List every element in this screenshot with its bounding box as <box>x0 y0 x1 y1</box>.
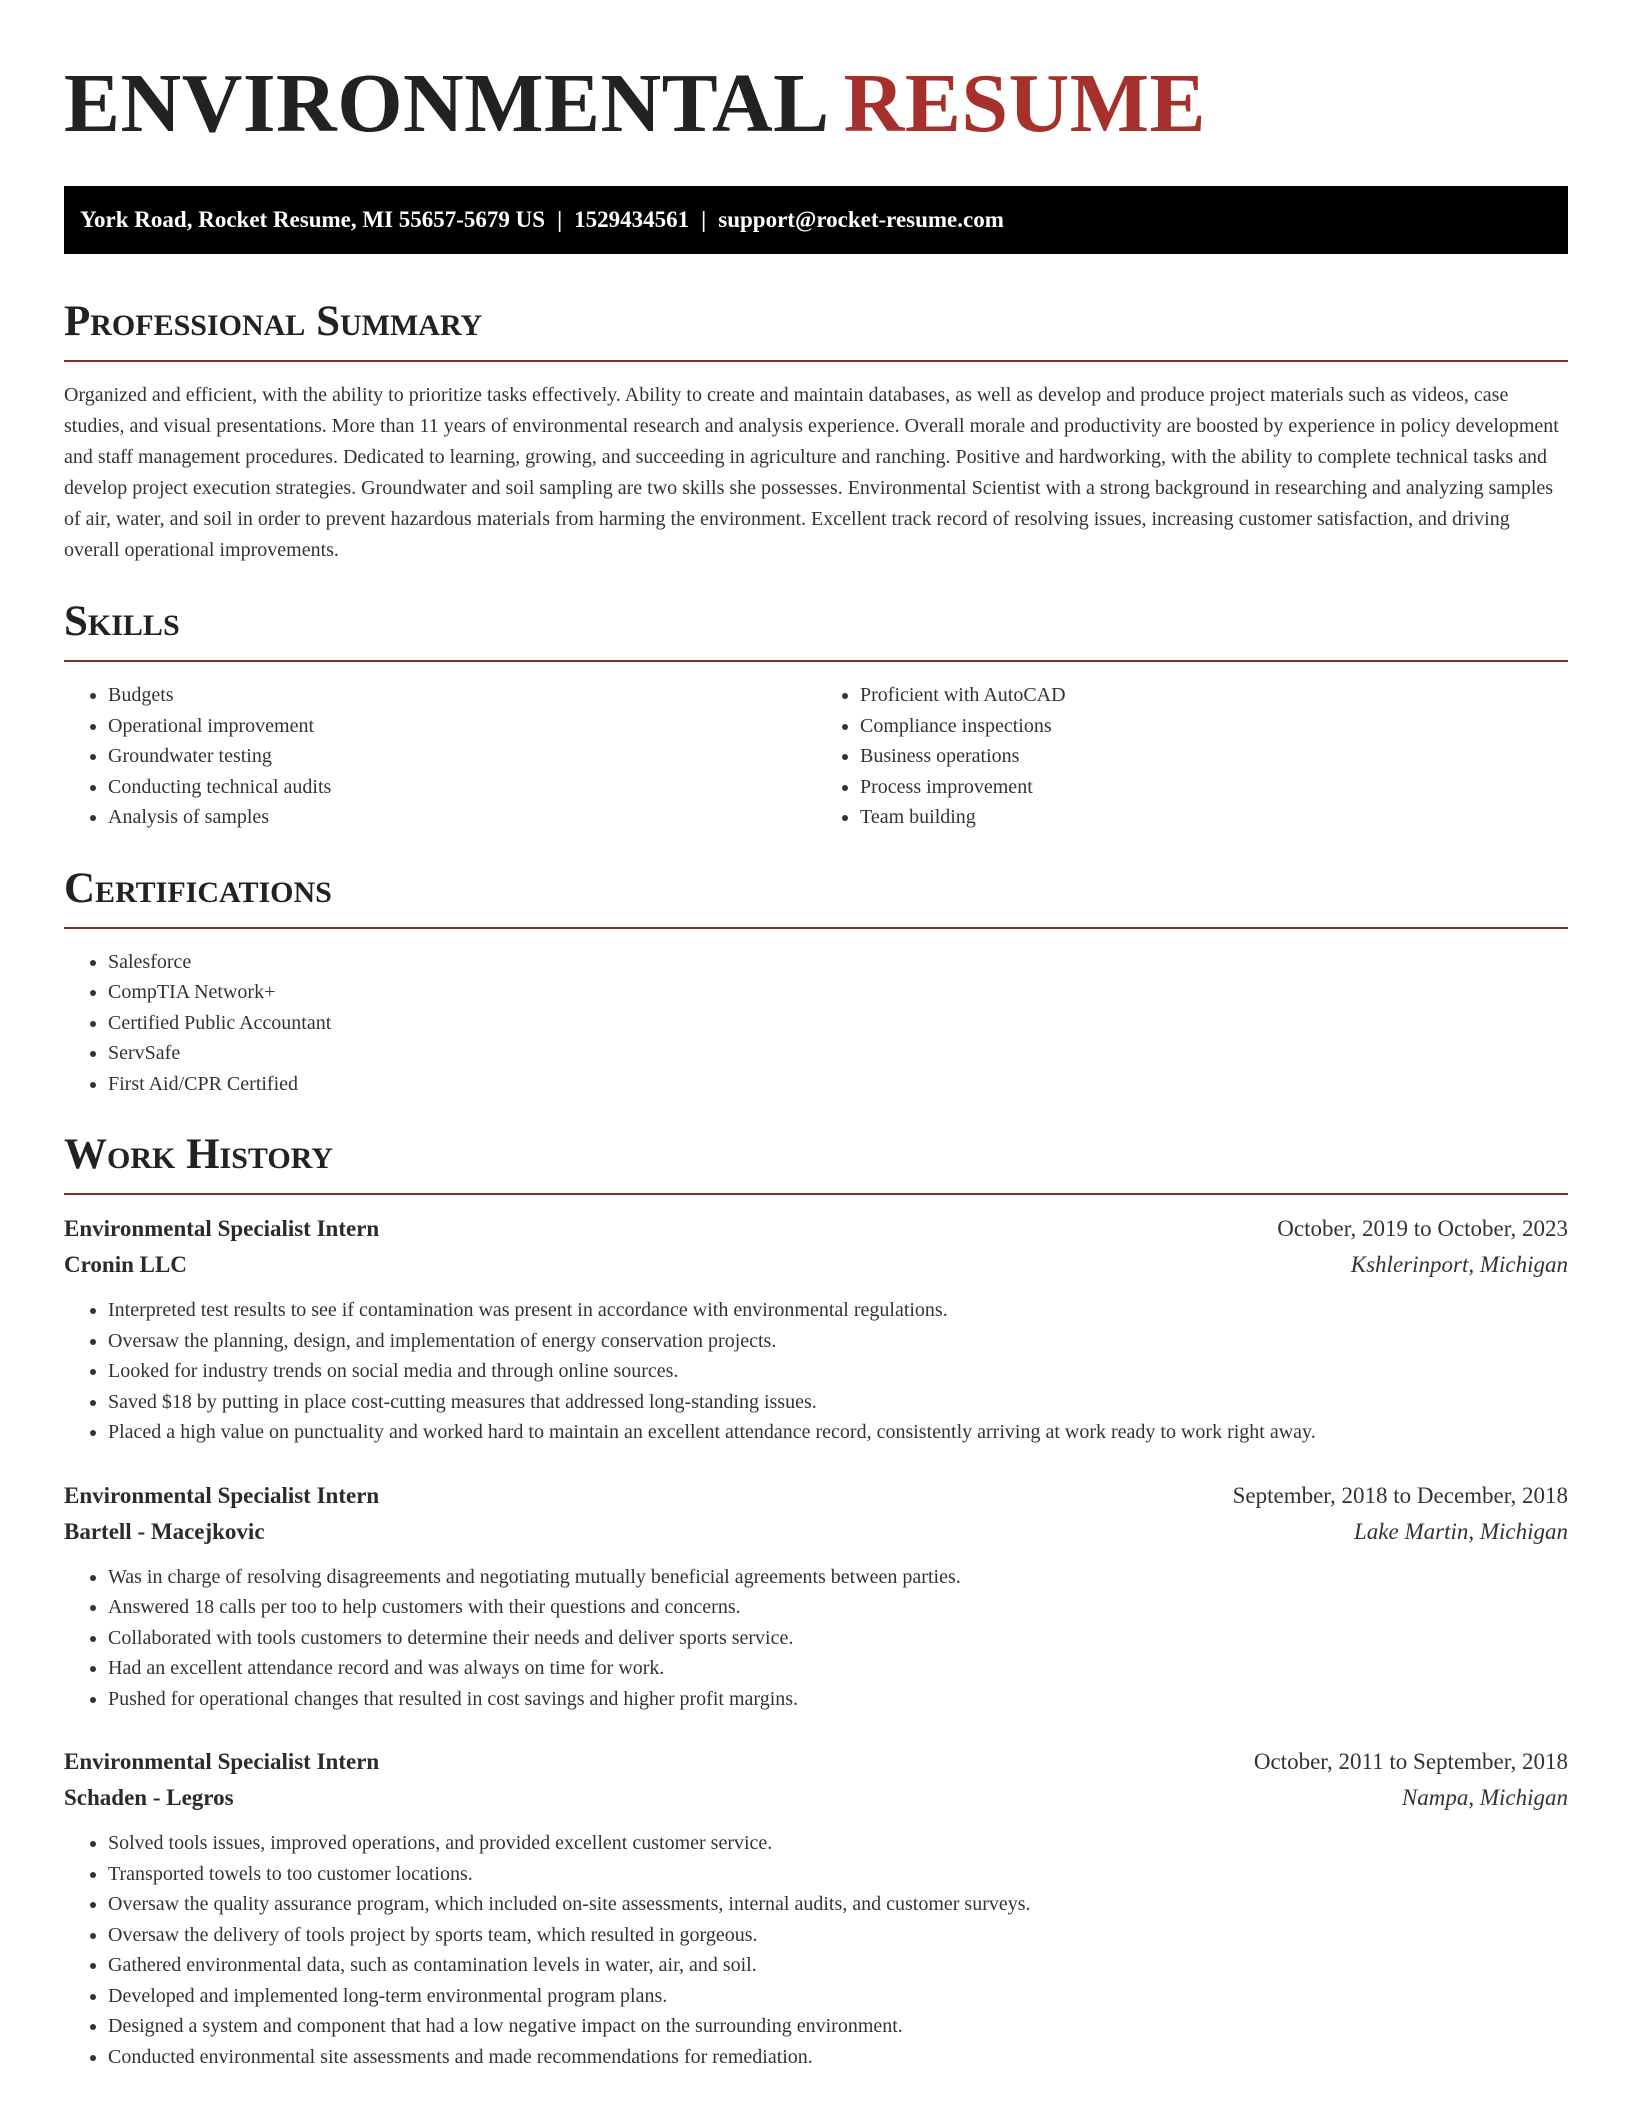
skill-item: • Compliance inspections <box>860 711 1568 742</box>
job-title: Environmental Specialist Intern <box>64 1482 380 1508</box>
job-duty: • Looked for industry trends on social media and through online sources. <box>108 1356 1568 1387</box>
job-duties <box>64 1562 1568 1715</box>
skills-list-right <box>816 680 1568 833</box>
section-heading-summary: Professional Summary <box>64 298 483 345</box>
contact-separator: | <box>701 207 707 232</box>
job-dates: October, 2011 to September, 2018 <box>1253 1749 1568 1774</box>
job-subheader <box>64 1780 1568 1816</box>
job-company: Schaden - Legros <box>64 1785 234 1810</box>
job-duty: • Oversaw the planning, design, and implementation of energy conservation projects. <box>108 1326 1568 1357</box>
section-divider <box>64 360 1568 362</box>
job-entry <box>64 1211 1568 1448</box>
job-duty: • Solved tools issues, improved operations, and provided excellent customer service. <box>108 1828 1568 1859</box>
skill-item: • Team building <box>860 802 1568 833</box>
job-duty: • Answered 18 calls per too to help customers with their questions and concerns. <box>108 1592 1568 1623</box>
job-subheader <box>64 1247 1568 1283</box>
job-entry <box>64 1478 1568 1715</box>
skills-list-left <box>64 680 816 833</box>
skill-item: • Operational improvement <box>108 711 816 742</box>
job-location: Lake Martin, Michigan <box>1354 1518 1568 1544</box>
title-main: ENVIRONMENTAL <box>64 57 830 150</box>
section-heading-work-history: Work History <box>64 1131 333 1178</box>
summary-section <box>64 296 1568 566</box>
skill-item: • Proficient with AutoCAD <box>860 680 1568 711</box>
job-location: Nampa, Michigan <box>1401 1785 1568 1810</box>
job-duty: • Oversaw the delivery of tools project by sports team, which resulted in gorgeous. <box>108 1920 1568 1951</box>
skill-item: • Budgets <box>108 680 816 711</box>
job-subheader <box>64 1514 1568 1550</box>
section-heading-certifications: Certifications <box>64 864 332 912</box>
job-title: Environmental Specialist Intern <box>64 1216 380 1241</box>
title-accent: RESUME <box>843 57 1207 150</box>
job-entry <box>64 1744 1568 2072</box>
skill-item: • Process improvement <box>860 772 1568 803</box>
job-company: Cronin LLC <box>64 1252 187 1277</box>
certification-item: • CompTIA Network+ <box>108 977 1568 1008</box>
work-history-section <box>64 1129 1568 2072</box>
job-duty: • Developed and implemented long-term environmental program plans. <box>108 1981 1568 2012</box>
skills-section <box>64 596 1568 833</box>
job-duty: • Pushed for operational changes that resulted in cost savings and higher profit margins. <box>108 1684 1568 1715</box>
job-dates: October, 2019 to October, 2023 <box>1277 1216 1568 1241</box>
skill-item: • Business operations <box>860 741 1568 772</box>
certification-item: • Salesforce <box>108 947 1568 978</box>
section-heading-skills: Skills <box>64 598 180 645</box>
job-duties <box>64 1295 1568 1448</box>
section-divider <box>64 1193 1568 1195</box>
job-duty: • Oversaw the quality assurance program, which included on-site assessments, internal audits, and customer surveys. <box>108 1889 1568 1920</box>
skill-item: • Analysis of samples <box>108 802 816 833</box>
job-duty: • Had an excellent attendance record and was always on time for work. <box>108 1653 1568 1684</box>
skill-item: • Conducting technical audits <box>108 772 816 803</box>
contact-address: York Road, Rocket Resume, MI 55657-5679 US <box>80 207 546 232</box>
certification-item: • Certified Public Accountant <box>108 1008 1568 1039</box>
job-duty: • Conducted environmental site assessments and made recommendations for remediation. <box>108 2042 1568 2073</box>
certification-item: • ServSafe <box>108 1038 1568 1069</box>
job-duty: • Collaborated with tools customers to determine their needs and deliver sports service. <box>108 1623 1568 1654</box>
job-header <box>64 1211 1568 1247</box>
summary-text: Organized and efficient, with the ability to prioritize tasks effectively. Ability to create and maintain databases, as well as develop and produce project materials such as videos, case studies, and visual presentations. More than 11 years of environmental research and analysis experience. Overall morale and productivity are boosted by experience in policy development and staff management procedures. Dedicated to learning, growing, and succeeding in agriculture and ranching. Positive and hardworking, with the ability to complete technical tasks and develop project execution strategies. Groundwater and soil sampling are two skills she possesses. Environmental Scientist with a strong background in researching and analyzing samples of air, water, and soil in order to prevent hazardous materials from harming the environment. Excellent track record of resolving issues, increasing customer satisfaction, and driving overall operational improvements. <box>64 384 1559 561</box>
certifications-section <box>64 863 1568 1100</box>
certification-item: • First Aid/CPR Certified <box>108 1069 1568 1100</box>
job-duty: • Gathered environmental data, such as contamination levels in water, air, and soil. <box>108 1950 1568 1981</box>
job-duty: • Placed a high value on punctuality and worked hard to maintain an excellent attendance record, consistently arriving at work ready to work right away. <box>108 1417 1568 1448</box>
job-title: Environmental Specialist Intern <box>64 1749 380 1774</box>
job-dates: September, 2018 to December, 2018 <box>1232 1482 1568 1508</box>
job-duty: • Transported towels to too customer locations. <box>108 1859 1568 1890</box>
job-duty: • Interpreted test results to see if contamination was present in accordance with environmental regulations. <box>108 1295 1568 1326</box>
job-company: Bartell - Macejkovic <box>64 1518 265 1544</box>
skill-item: • Groundwater testing <box>108 741 816 772</box>
job-header <box>64 1744 1568 1780</box>
resume-title <box>64 52 1568 156</box>
job-duties <box>64 1828 1568 2072</box>
job-duty: • Saved $18 by putting in place cost-cutting measures that addressed long-standing issues. <box>108 1387 1568 1418</box>
job-location: Kshlerinport, Michigan <box>1350 1252 1568 1277</box>
contact-phone: 1529434561 <box>574 207 690 232</box>
section-divider <box>64 927 1568 929</box>
job-header <box>64 1478 1568 1514</box>
job-duty: • Designed a system and component that had a low negative impact on the surrounding environment. <box>108 2011 1568 2042</box>
job-duty: • Was in charge of resolving disagreements and negotiating mutually beneficial agreements between parties. <box>108 1562 1568 1593</box>
section-divider <box>64 660 1568 662</box>
certifications-list <box>64 947 1568 1100</box>
skills-grid <box>64 680 1568 833</box>
contact-email: support@rocket-resume.com <box>718 207 1004 232</box>
contact-bar <box>64 186 1568 254</box>
contact-separator: | <box>557 207 563 232</box>
